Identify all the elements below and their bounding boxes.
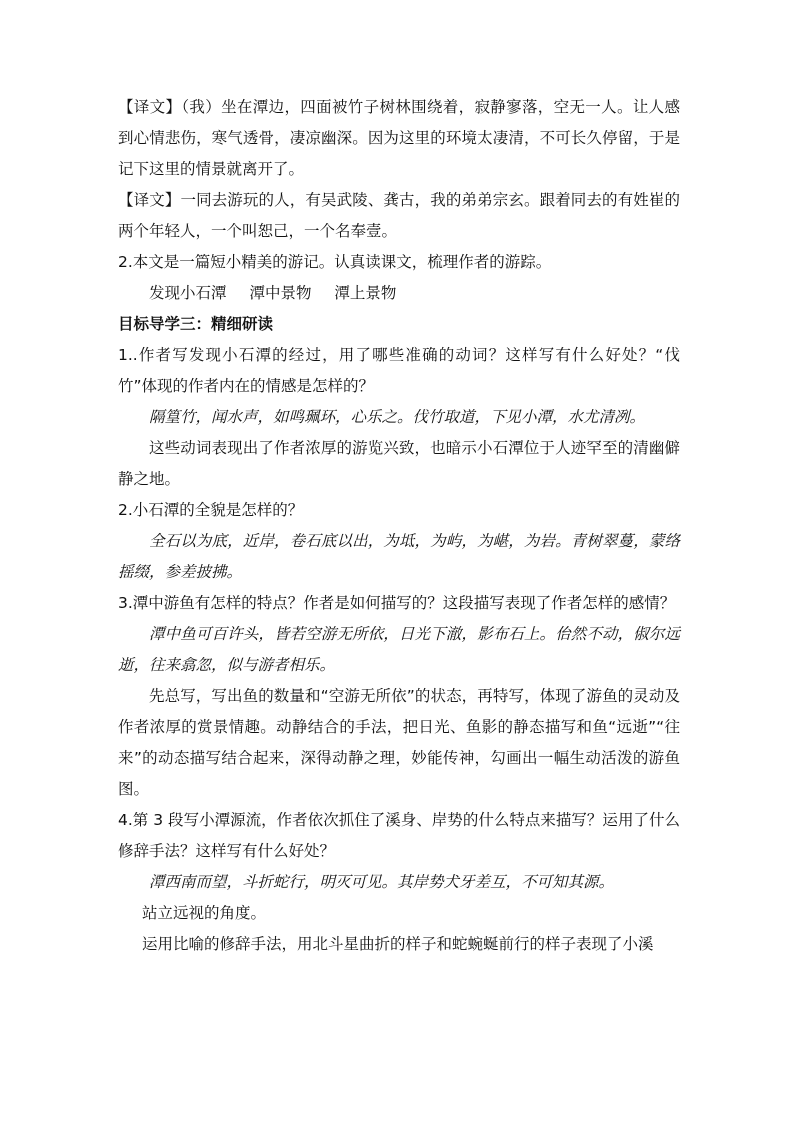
route-step-1: 发现小石潭 (149, 284, 227, 302)
quote-3: 潭中鱼可百许头，皆若空游无所依，日光下澈，影布石上。佁然不动，俶尔远逝，往来翕忽，似与游者相乐。 (118, 625, 680, 674)
question-3: 3.潭中游鱼有怎样的特点？作者是如何描写的？这段描写表现了作者怎样的感情？ (118, 594, 676, 612)
question-2: 2.小石潭的全貌是怎样的？ (118, 501, 304, 519)
quote-2: 全石以为底，近岸，卷石底以出，为坻，为屿，为嵁，为岩。青树翠蔓，蒙络摇缀，参差披拂。 (118, 532, 680, 581)
question-4: 4.第 3 段写小潭源流，作者依次抓住了溪身、岸势的什么特点来描写？运用了什么修辞手法？这样写有什么好处？ (118, 811, 680, 860)
quote-1: 隔篁竹，闻水声，如鸣珮环，心乐之。伐竹取道，下见小潭，水尤清冽。 (149, 408, 646, 426)
section-heading: 目标导学三：精细研读 (118, 315, 274, 333)
answer-4-rhetoric: 运用比喻的修辞手法，用北斗星曲折的样子和蛇蜿蜒前行的样子表现了小溪 (142, 935, 654, 953)
answer-1: 这些动词表现出了作者浓厚的游览兴致，也暗示小石潭位于人迹罕至的清幽僻静之地。 (118, 439, 680, 488)
answer-4-viewpoint: 站立远视的角度。 (142, 904, 267, 922)
document-body (118, 92, 680, 960)
quote-4: 潭西南而望，斗折蛇行，明灭可见。其岸势犬牙差互，不可知其源。 (149, 873, 615, 891)
route-step-2: 潭中景物 (249, 284, 312, 302)
translation-paragraph-1: 【译文】（我）坐在潭边，四面被竹子树林围绕着，寂静寥落，空无一人。让人感到心情悲伤，寒气透骨，凄凉幽深。因为这里的环境太凄清，不可长久停留，于是记下这里的情景就离开了。 (118, 98, 680, 178)
travel-route-answer (118, 278, 680, 309)
question-1: 1..作者写发现小石潭的经过，用了哪些准确的动词？这样写有什么好处？“伐竹”体现的作者内在的情感是怎样的？ (118, 346, 680, 395)
route-step-3: 潭上景物 (334, 284, 397, 302)
translation-paragraph-2: 【译文】一同去游玩的人，有吴武陵、龚古，我的弟弟宗玄。跟着同去的有姓崔的两个年轻人，一个叫恕己，一个名奉壹。 (118, 191, 680, 240)
question-travel-route: 2.本文是一篇短小精美的游记。认真读课文，梳理作者的游踪。 (118, 253, 552, 271)
answer-3: 先总写，写出鱼的数量和“空游无所依”的状态，再特写，体现了游鱼的灵动及作者浓厚的赏景情趣。动静结合的手法，把日光、鱼影的静态描写和鱼“远逝”“往来”的动态描写结合起来，深得动静之理，妙能传神，勾画出一幅生动活泼的游鱼图。 (118, 687, 680, 798)
